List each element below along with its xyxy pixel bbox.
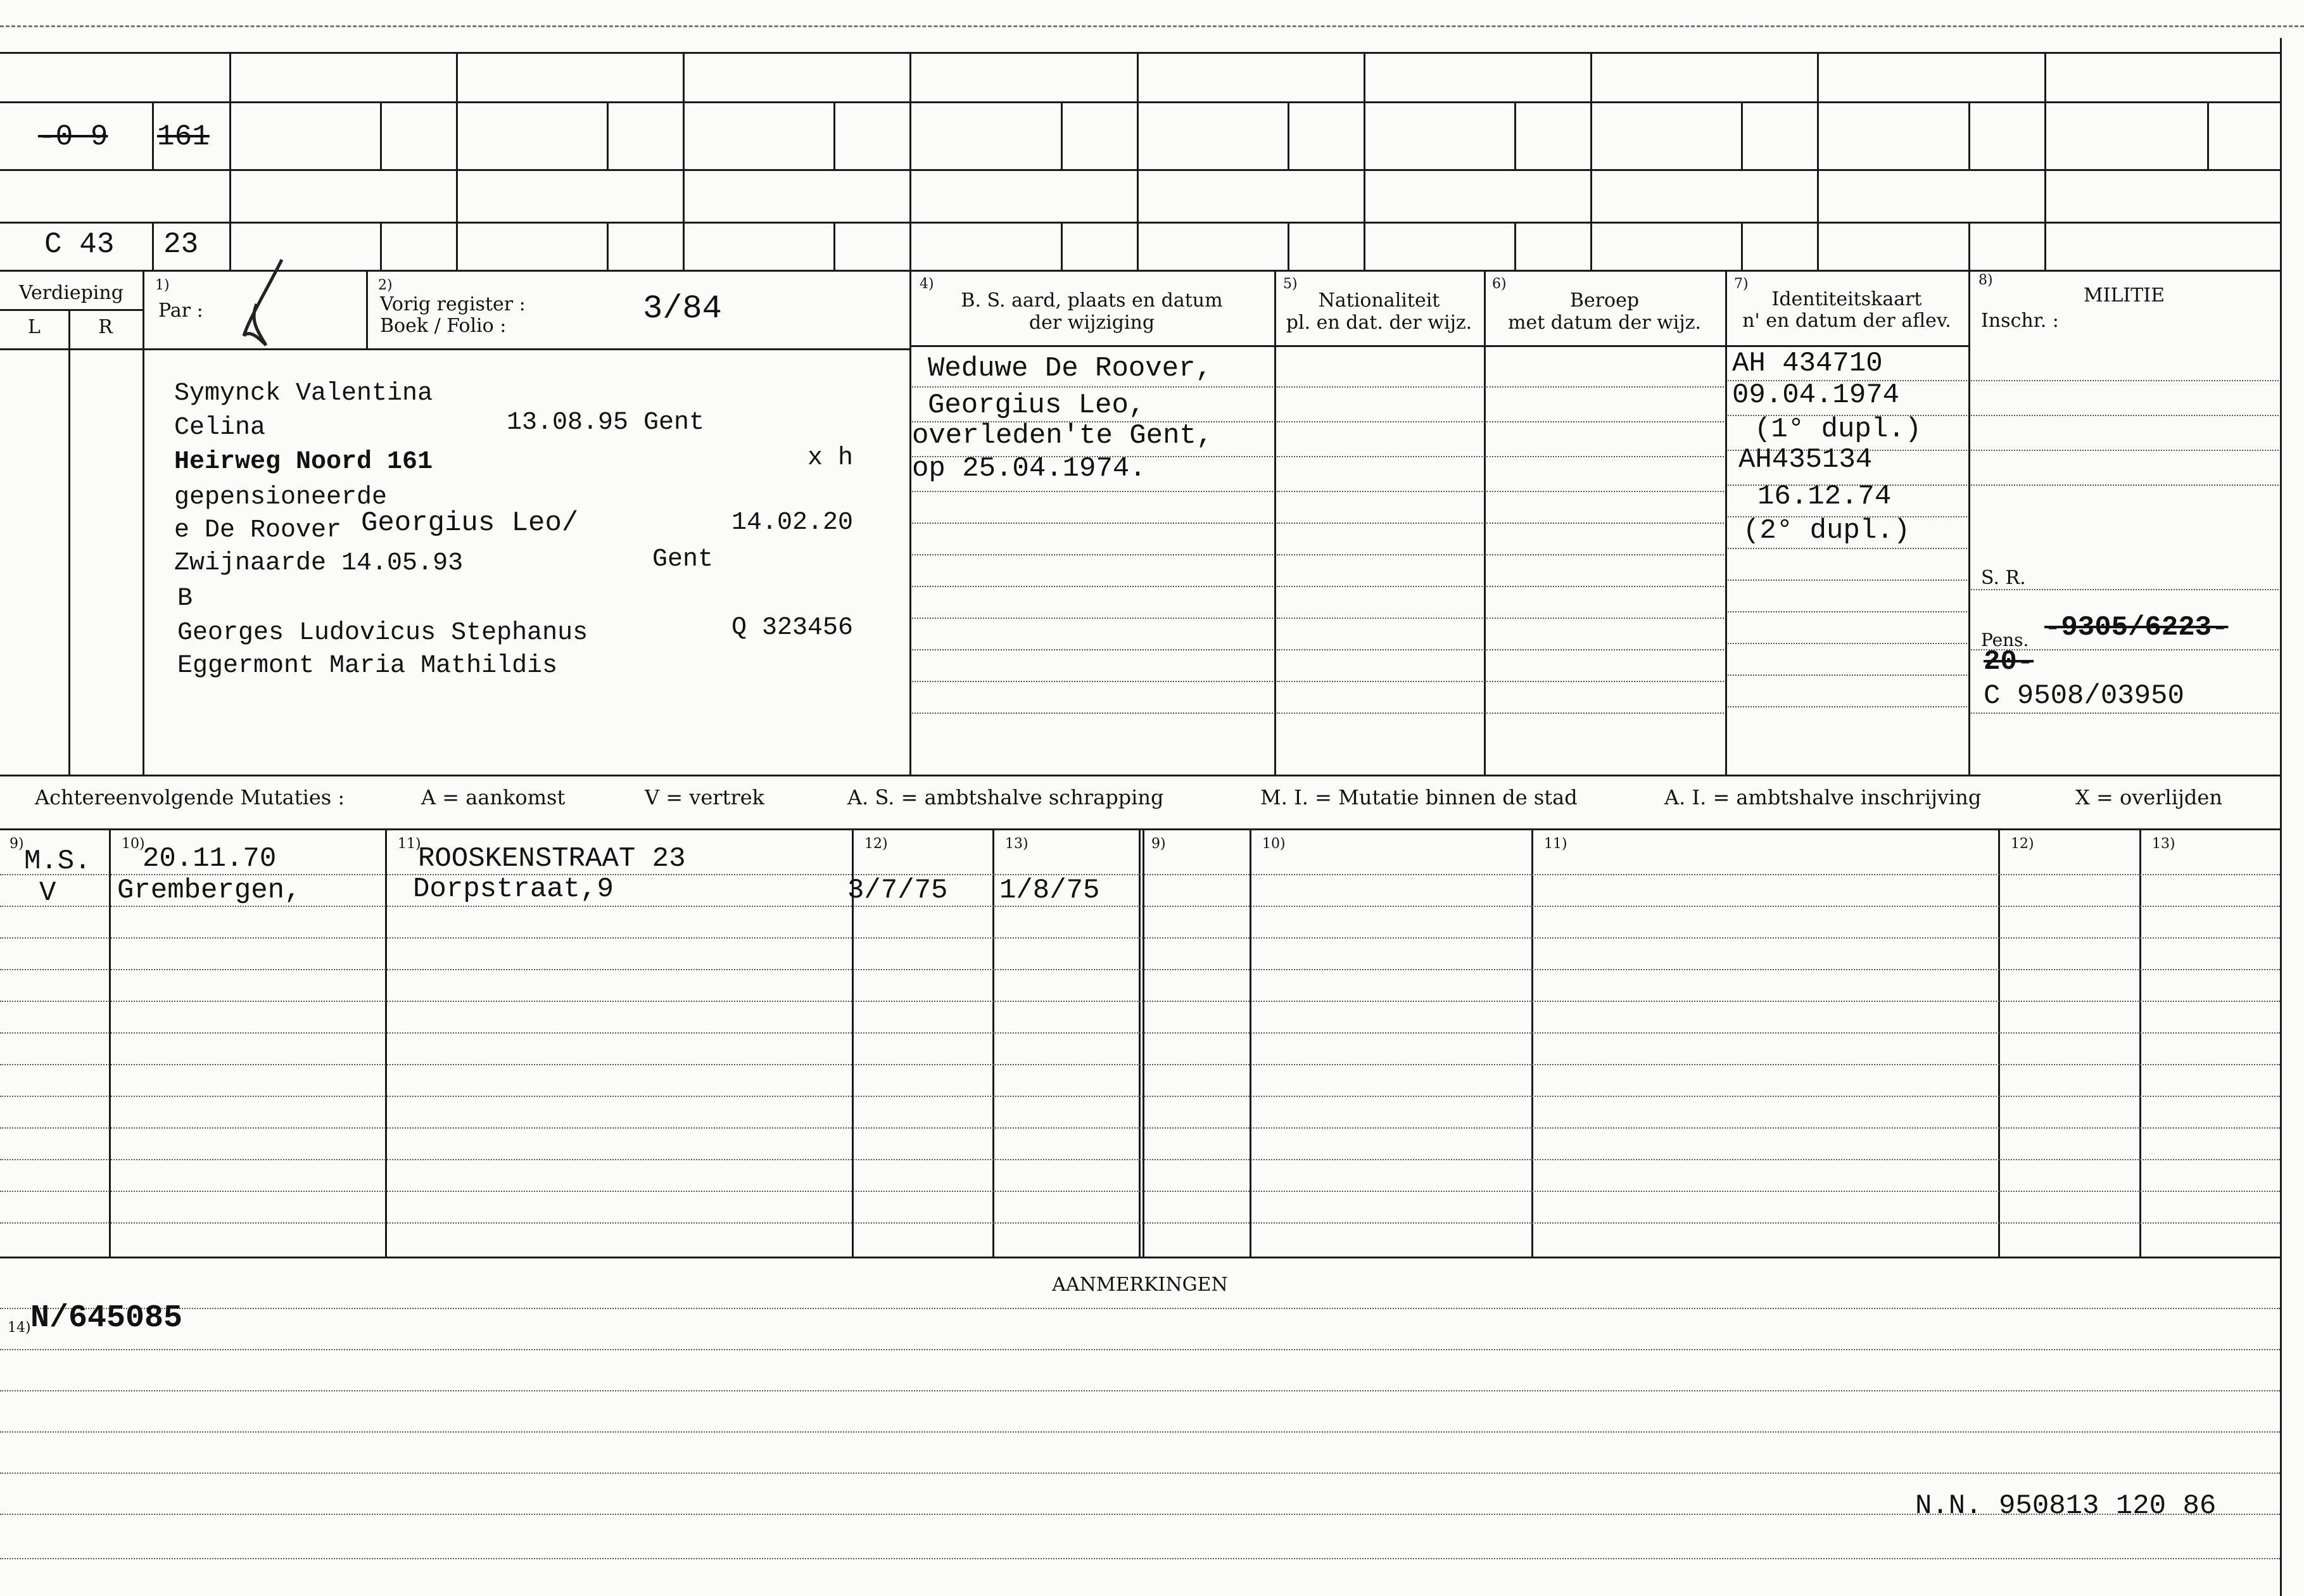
legend-as: A. S. = ambtshalve schrapping — [847, 785, 1164, 809]
person-address: Heirweg Noord 161 — [174, 448, 433, 476]
mutation-address: ROOSKENSTRAAT 23 — [418, 843, 686, 875]
remarks-value: N/645085 — [30, 1300, 183, 1336]
person-line-1: Symynck Valentina — [174, 379, 433, 408]
vorig-register-label: Vorig register : — [380, 293, 526, 315]
top-row1-mid: 161 — [157, 120, 210, 153]
sr-label: S. R. — [1981, 567, 2026, 589]
person-spouse-name: Georgius Leo/ — [361, 507, 579, 539]
beroep-header-1: Beroep — [1569, 289, 1640, 312]
person-parent-1: Georges Ludovicus Stephanus — [177, 619, 588, 647]
bs-entry-2: Georgius Leo, — [928, 390, 1146, 421]
mutation-address: Dorpstraat,9 — [413, 873, 614, 905]
pens-label: Pens. — [1981, 630, 2029, 650]
mut-col-11b: 11) — [1544, 836, 1567, 852]
verdieping-label: Verdieping — [19, 282, 123, 304]
pens-struck-value: -9305/6223- — [2044, 612, 2229, 643]
national-number: N.N. 950813 120 86 — [1915, 1490, 2217, 1522]
person-line-2-date: 13.08.95 Gent — [507, 408, 705, 437]
bs-entry-4: op 25.04.1974. — [912, 453, 1146, 484]
militie-header: MILITIE — [2083, 284, 2165, 307]
par-label: Par : — [158, 300, 203, 322]
person-parent-2: Eggermont Maria Mathildis — [177, 652, 558, 680]
mut-col-13b: 13) — [2152, 836, 2175, 852]
nat-header-1: Nationaliteit — [1318, 289, 1440, 312]
boek-folio-label: Boek / Folio : — [380, 315, 507, 337]
inschr-label: Inschr. : — [1981, 310, 2059, 332]
pens-value: C 9508/03950 — [1984, 680, 2184, 712]
id-entry-3: (1° dupl.) — [1754, 414, 1922, 445]
mutation-col13: 1/8/75 — [999, 875, 1100, 906]
mutations-legend — [0, 785, 2280, 817]
verdieping-r: R — [98, 316, 113, 338]
legend-ai: A. I. = ambtshalve inschrijving — [1664, 785, 1982, 809]
field-number-14: 14) — [8, 1320, 31, 1336]
remarks-title: AANMERKINGEN — [1052, 1274, 1228, 1296]
field-number-5: 5) — [1283, 276, 1298, 292]
mutation-date: Grembergen, — [117, 875, 301, 906]
bs-entry-1: Weduwe De Roover, — [928, 353, 1212, 384]
id-entry-2: 09.04.1974 — [1732, 379, 1900, 411]
mutation-code: V — [39, 877, 56, 909]
mut-col-12b: 12) — [2011, 836, 2034, 852]
person-line-2-name: Celina — [174, 414, 266, 442]
id-header-1: Identiteitskaart — [1771, 288, 1922, 310]
beroep-header-2: met datum der wijz. — [1508, 312, 1701, 334]
person-code: x h — [807, 444, 854, 472]
mut-col-9b: 9) — [1151, 836, 1166, 852]
field-number-6: 6) — [1492, 276, 1507, 292]
top-row2-left: C 43 — [44, 228, 115, 261]
id-entry-1: AH 434710 — [1732, 348, 1883, 379]
top-row1-left: -0 9 — [38, 120, 108, 153]
legend-x: X = overlijden — [2075, 785, 2222, 809]
id-entry-4: AH435134 — [1738, 444, 1873, 476]
mutation-date: 20.11.70 — [142, 843, 277, 875]
person-birthplace: Zwijnaarde 14.05.93 — [174, 549, 464, 578]
id-entry-5: 16.12.74 — [1757, 481, 1892, 512]
top-row2-mid: 23 — [163, 228, 199, 261]
legend-v: V = vertrek — [645, 785, 765, 809]
mut-col-9: 9) — [9, 836, 24, 852]
legend-a: A = aankomst — [421, 785, 566, 809]
pens-struck-value-2: 20- — [1984, 646, 2034, 678]
person-spouse-date: 14.02.20 — [731, 509, 854, 537]
person-parent-code: Q 323456 — [731, 614, 854, 642]
legend-title: Achtereenvolgende Mutaties : — [35, 785, 345, 809]
mut-col-13: 13) — [1005, 836, 1029, 852]
id-entry-6: (2° dupl.) — [1743, 515, 1911, 547]
field-number-1: 1) — [155, 277, 170, 293]
person-birthplace-city: Gent — [652, 545, 714, 574]
field-number-7: 7) — [1734, 276, 1749, 292]
mut-col-10: 10) — [122, 836, 145, 852]
bs-header-2: der wijziging — [1029, 312, 1155, 334]
field-number-2: 2) — [378, 277, 393, 293]
legend-mi: M. I. = Mutatie binnen de stad — [1260, 785, 1578, 809]
person-spouse-prefix: e De Roover — [174, 516, 342, 545]
person-line-b: B — [177, 585, 193, 613]
mutation-code: M.S. — [24, 846, 91, 877]
field-number-4: 4) — [920, 276, 934, 292]
bs-header-1: B. S. aard, plaats en datum — [961, 289, 1223, 312]
mut-col-10b: 10) — [1262, 836, 1286, 852]
person-occupation: gepensioneerde — [174, 483, 388, 512]
field-number-8: 8) — [1978, 272, 1993, 288]
mutation-col12: 3/7/75 — [847, 875, 948, 906]
mut-col-12: 12) — [864, 836, 888, 852]
nat-header-2: pl. en dat. der wijz. — [1286, 312, 1472, 334]
boek-folio-value: 3/84 — [643, 290, 722, 327]
id-header-2: n' en datum der aflev. — [1742, 310, 1951, 332]
bs-entry-3: overleden'te Gent, — [912, 420, 1213, 452]
verdieping-l: L — [28, 316, 41, 338]
mut-col-11: 11) — [398, 836, 421, 852]
